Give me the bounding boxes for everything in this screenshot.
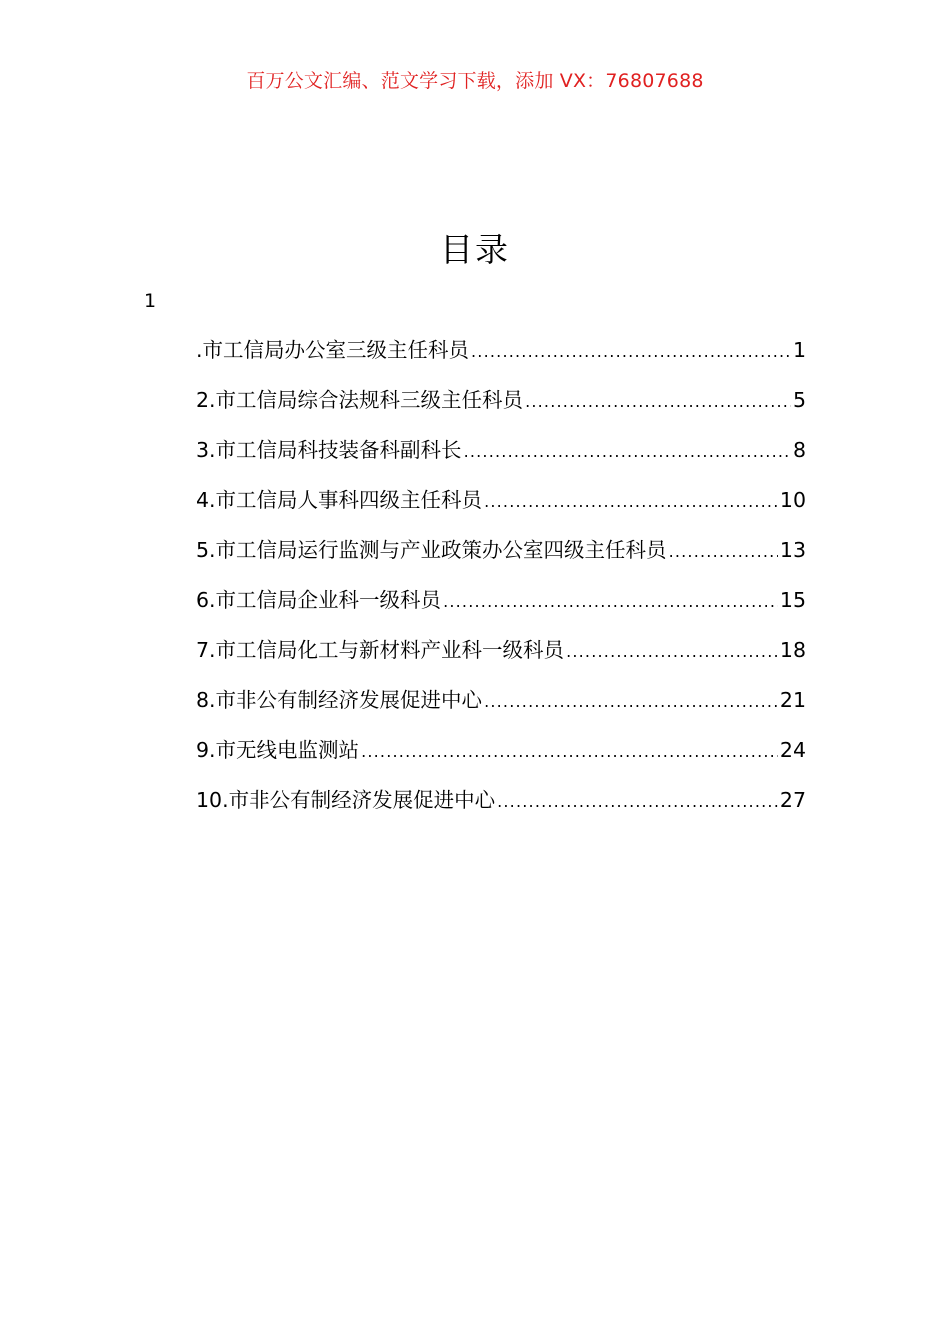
toc-page-number: 1 [792, 338, 806, 362]
toc-entry-7[interactable] [196, 636, 806, 686]
toc-dot-leader [484, 488, 778, 516]
toc-page-number: 8 [792, 438, 806, 462]
header-watermark-note: 百万公文汇编、范文学习下载，添加 VX：76807688 [246, 70, 704, 92]
toc-dot-leader [471, 338, 791, 366]
toc-entry-4[interactable] [196, 486, 806, 536]
toc-entry-8[interactable] [196, 686, 806, 736]
toc-entry-1[interactable] [196, 336, 806, 386]
toc-entry-label: 2.市工信局综合法规科三级主任科员 [196, 388, 524, 412]
page-title: 目录 [440, 230, 510, 269]
toc-entry-9[interactable] [196, 736, 806, 786]
toc-page-number: 10 [779, 488, 806, 512]
toc-dot-leader [361, 738, 778, 766]
toc-dot-leader [566, 638, 778, 666]
toc-entry-label: 10.市非公有制经济发展促进中心 [196, 788, 496, 812]
toc-entry-3[interactable] [196, 436, 806, 486]
toc-dot-leader [464, 438, 791, 466]
stray-number: 1 [144, 290, 157, 312]
toc-page-number: 15 [779, 588, 806, 612]
toc-entry-2[interactable] [196, 386, 806, 436]
toc-dot-leader [443, 588, 778, 616]
toc-page-number: 27 [779, 788, 806, 812]
toc-entry-label: 3.市工信局科技装备科副科长 [196, 438, 462, 462]
toc-page-number: 13 [779, 538, 806, 562]
toc-entry-6[interactable] [196, 586, 806, 636]
toc-entry-label: 9.市无线电监测站 [196, 738, 360, 762]
toc-dot-leader [525, 388, 791, 416]
toc-dot-leader [497, 788, 778, 816]
toc-entry-label: 4.市工信局人事科四级主任科员 [196, 488, 483, 512]
toc-page-number: 18 [779, 638, 806, 662]
toc-entry-label: .市工信局办公室三级主任科员 [196, 338, 470, 362]
toc-page-number: 21 [779, 688, 806, 712]
toc-entry-label: 6.市工信局企业科一级科员 [196, 588, 442, 612]
toc-page-number: 5 [792, 388, 806, 412]
toc-entry-label: 8.市非公有制经济发展促进中心 [196, 688, 483, 712]
toc-dot-leader [484, 688, 778, 716]
toc-dot-leader [669, 538, 778, 566]
toc-entry-10[interactable] [196, 786, 806, 836]
toc-page-number: 24 [779, 738, 806, 762]
table-of-contents [196, 336, 806, 836]
toc-entry-5[interactable] [196, 536, 806, 586]
toc-entry-label: 5.市工信局运行监测与产业政策办公室四级主任科员 [196, 538, 667, 562]
toc-entry-label: 7.市工信局化工与新材料产业科一级科员 [196, 638, 565, 662]
